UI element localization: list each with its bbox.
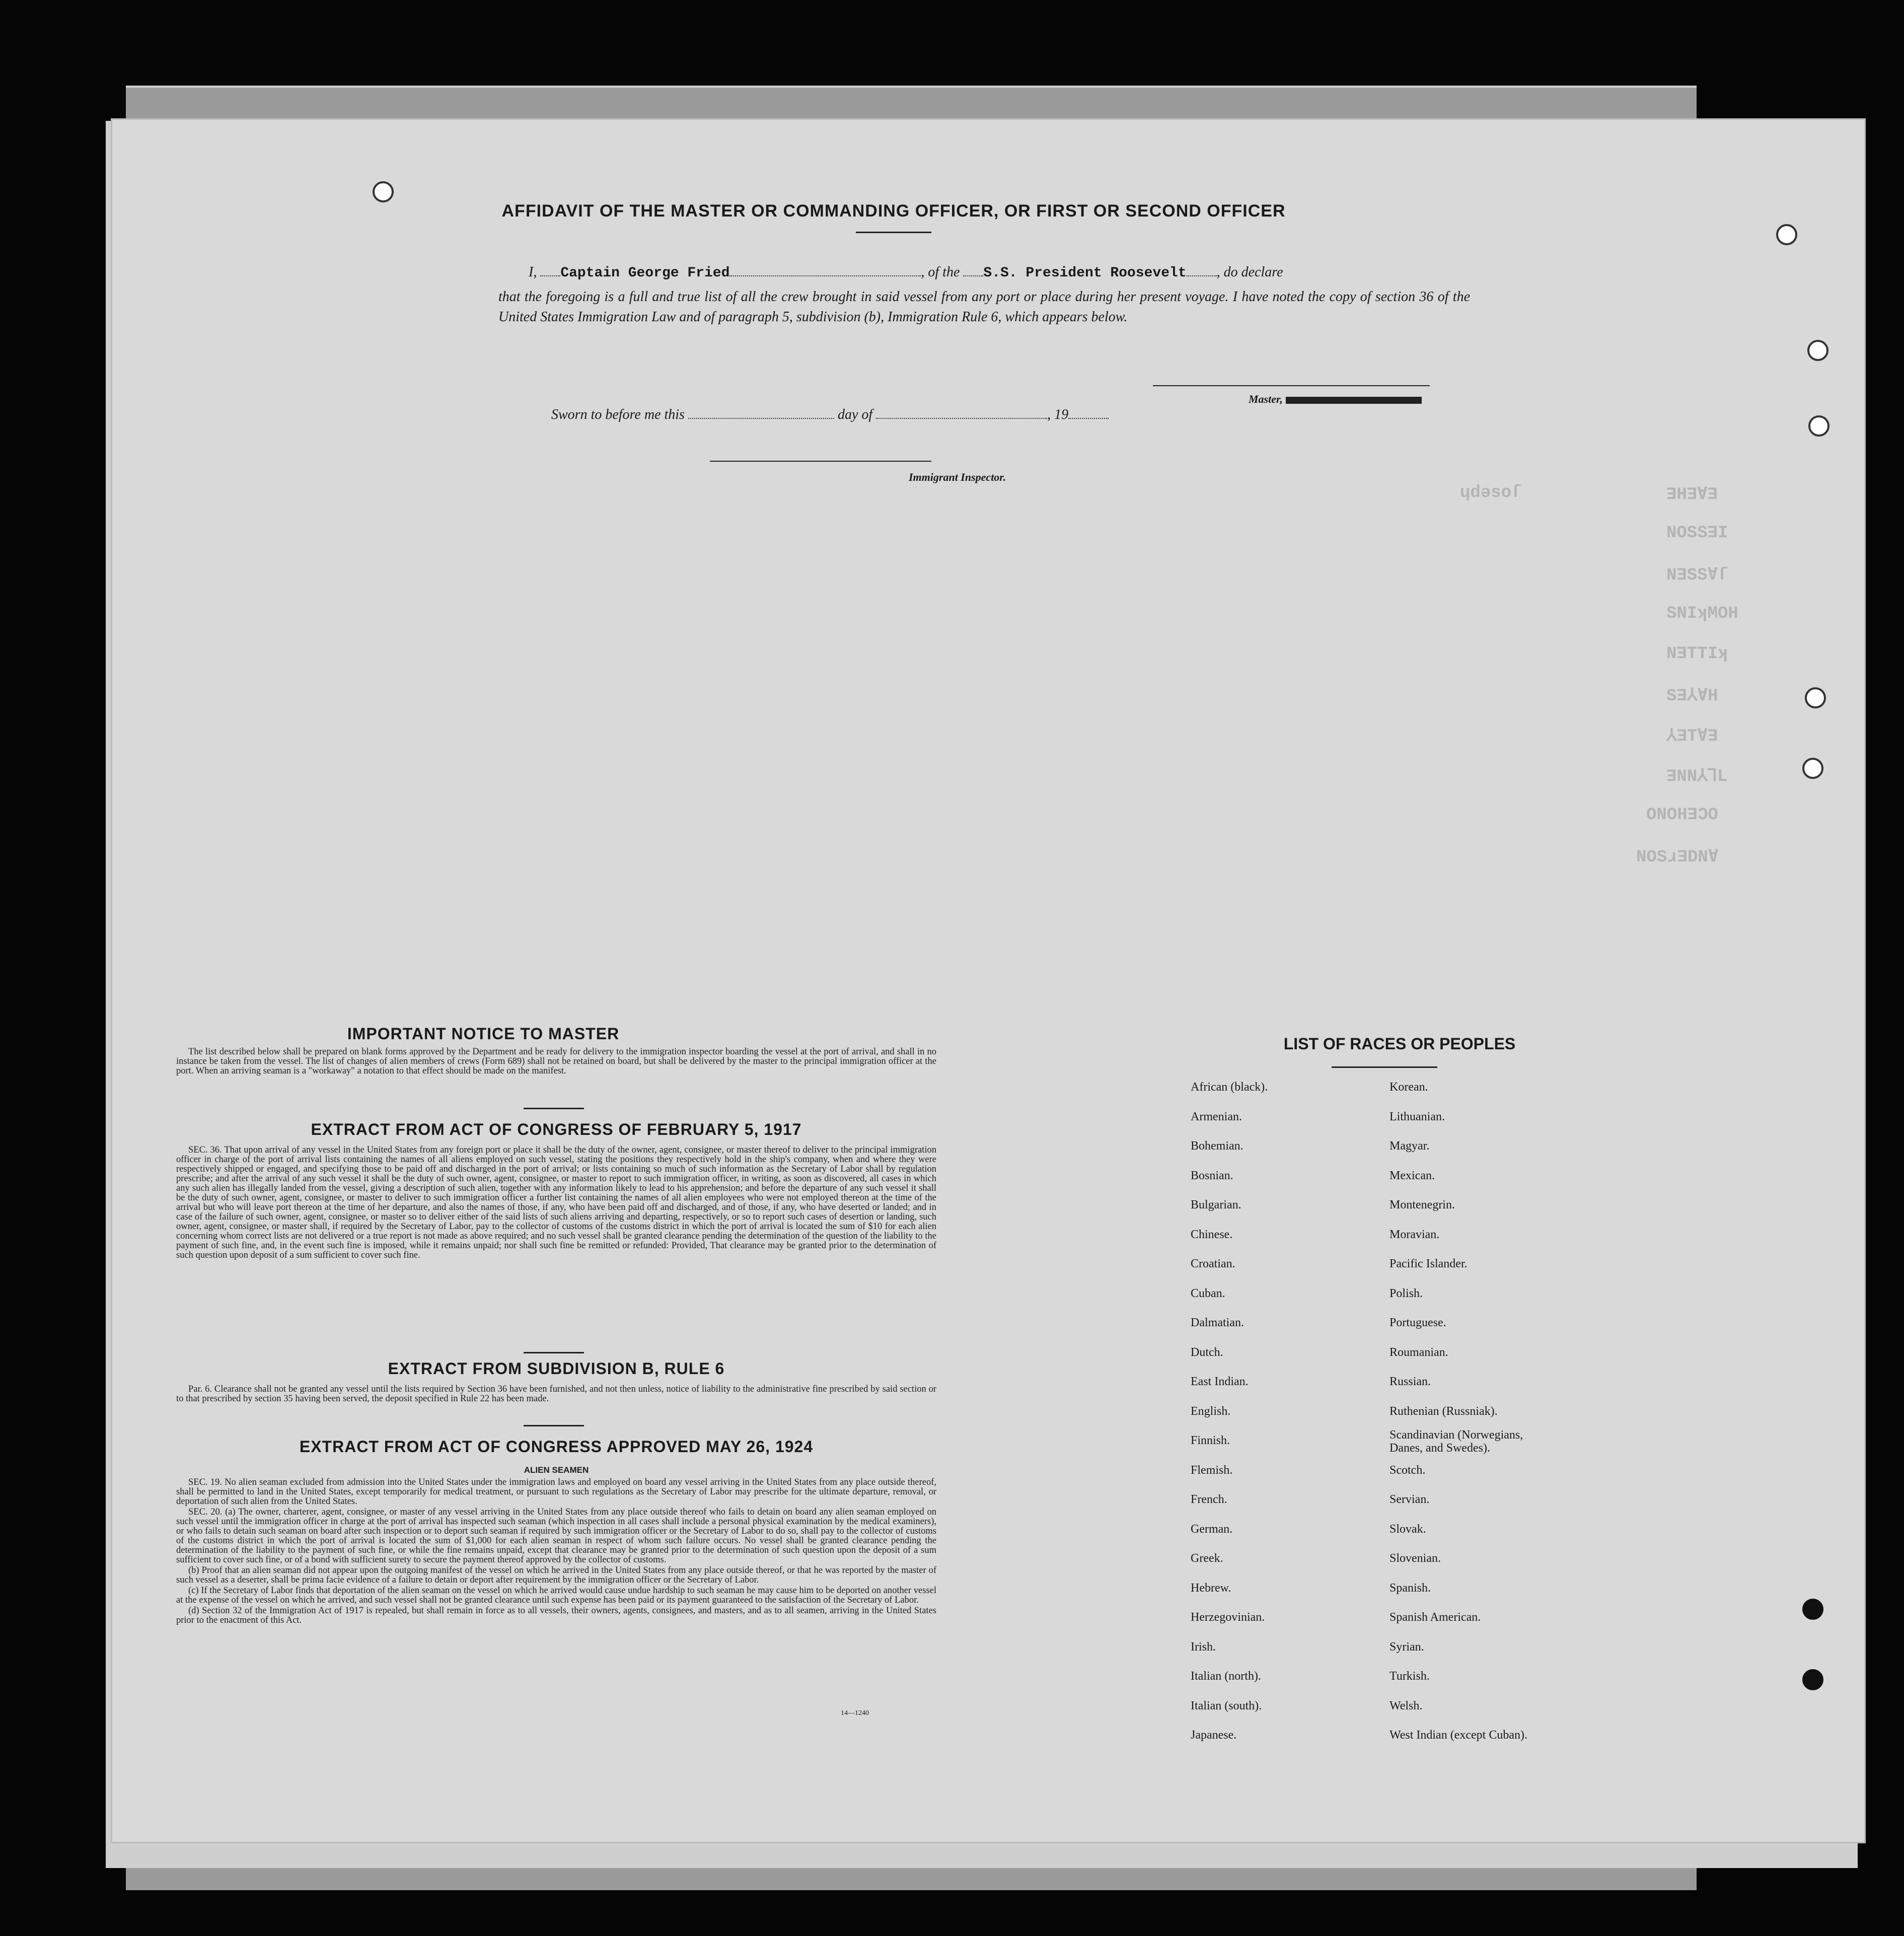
race-item: Dalmatian.: [1191, 1316, 1244, 1329]
punch-hole: [1802, 758, 1823, 779]
race-item: Montenegrin.: [1389, 1198, 1455, 1211]
race-item: African (black).: [1191, 1081, 1268, 1094]
extract-1917-text: SEC. 36. That upon arrival of any vessel in the United States from any foreign port or place it shall be the duty of the owner, agent, consignee, or master thereof to deliver to the principal immigration officer in charge of the port of arrival lists containing the names of all aliens employed on such vessel, stating the positions they respectively hold in the ship's company, when and where they were respectively shipped or engaged, and specifying those to be paid off and discharged in the port of arrival; or lists containing so much of such information as the Secretary of Labor shall by regulation prescribe; and after the arrival of any such vessel it shall be the duty of such owner, agent, consignee, or master to report to such immigration officer, in writing, as soon as discovered, all cases in which any such alien has illegally landed from the vessel, giving a description of such alien, together with any information likely to lead to his apprehension; and before the departure of any such vessel it shall be the duty of such owner, agent, consignee, or master to deliver to such immigration officer a further list containing the names of all alien employees who were not employed thereon at the time of the arrival but who will leave port thereon at the time of her departure, and also the names of those, if any, who have been paid off and discharged, and of those, if any, who have deserted or landed; and in case of the failure of such owner, agent, consignee, or master so to deliver either of the said lists of such aliens arriving and departing, respectively, or so to report such cases of desertion or landing, such owner, agent, consignee, or master shall, if required by the Secretary of Labor, pay to the collector of customs of the customs district in which the port of arrival is located the sum of $10 for each alien concerning whom correct lists are not delivered or a true report is not made as above required; and no such vessel shall be granted clearance pending the determination of the question of the liability to the payment of such fine, and, in the event such fine is imposed, while it remains unpaid; nor shall such fine be remitted or refunded: Provided, That clearance may be granted prior to the determination of such question upon deposit of a sum sufficient to cover such fine.: [176, 1145, 936, 1260]
race-item: English.: [1191, 1404, 1231, 1418]
notice-text: The list described below shall be prepared on blank forms approved by the Department and be ready for delivery to the immigration inspector boarding the vessel at the port of arrival, and shall in no instance be taken from the vessel. The list of changes of alien members of crews (Form 689) shall not be retained on board, but shall be delivered by the master to the principal immigration officer at the port. When an arriving seaman is a "workaway" a notation to that effect should be made on the manifest.: [176, 1047, 936, 1076]
inspector-signature-line: [710, 461, 931, 462]
race-item: Slovenian.: [1389, 1552, 1441, 1565]
race-item: Italian (south).: [1191, 1699, 1262, 1712]
punch-hole: [1776, 224, 1797, 245]
bleed-through: NƎTTIʞ: [1666, 644, 1728, 664]
race-item: Finnish.: [1191, 1434, 1230, 1447]
do-declare-label: , do declare: [1216, 264, 1283, 280]
race-item: German.: [1191, 1522, 1233, 1536]
sworn-label: Sworn to before me this: [551, 407, 685, 422]
title-rule: [856, 232, 931, 233]
race-item: Lithuanian.: [1389, 1110, 1445, 1123]
race-item: Turkish.: [1389, 1670, 1430, 1683]
i-label: I,: [529, 264, 537, 280]
races-rule: [1332, 1066, 1437, 1068]
year-label: , 19: [1047, 407, 1069, 422]
race-item: Polish.: [1389, 1286, 1423, 1300]
redaction-mark: [1286, 397, 1422, 404]
race-item: Moravian.: [1389, 1228, 1440, 1241]
race-item: French.: [1191, 1493, 1227, 1506]
race-item: Croatian.: [1191, 1257, 1235, 1270]
race-item: East Indian.: [1191, 1375, 1249, 1388]
section-rule: [524, 1352, 584, 1353]
alien-seamen-subtitle: ALIEN SEAMEN: [524, 1465, 589, 1475]
vessel-name: S.S. President Roosevelt: [983, 265, 1187, 281]
bleed-through: NƎSS∀ſ: [1666, 566, 1728, 585]
punch-hole: [373, 181, 394, 202]
race-item: Italian (north).: [1191, 1670, 1261, 1683]
races-title: LIST OF RACES OR PEOPLES: [1283, 1035, 1516, 1053]
declarant-name: Captain George Fried: [560, 265, 730, 281]
race-item: Slovak.: [1389, 1522, 1426, 1536]
race-item: Magyar.: [1389, 1139, 1430, 1153]
race-item: Bulgarian.: [1191, 1198, 1241, 1211]
race-item: Portuguese.: [1389, 1316, 1446, 1329]
race-item: Bosnian.: [1191, 1169, 1233, 1182]
sec-20a: SEC. 20. (a) The owner, charterer, agent, consignee, or master of any vessel arriving in the United States from any place outside thereof who fails to detain on board any alien seaman employed on such vessel until the immigration officer in charge at the port of arrival has inspected such seaman (which inspection in all cases shall include a personal physical examination by the medical examiners), or who fails to detain such seaman on board after such inspection or to deport such seaman if required by such immigration officer or the Secretary of Labor to do so, shall pay to the collector of customs of the customs district in which the port of arrival is located the sum of $1,000 for each alien seaman in respect of whom such failure occurs. No vessel shall be granted clearance pending the determination of the liability to the payment of such fine, or while the fine remains unpaid, except that clearance may be granted prior to the determination of such question upon the deposit of a sum sufficient to cover such fine, or of a bond with sufficient surety to secure the payment thereof approved by the collector of customs.: [176, 1507, 936, 1565]
race-item: Roumanian.: [1389, 1345, 1448, 1359]
punch-hole: [1802, 1599, 1823, 1620]
sec-20b: (b) Proof that an alien seaman did not appear upon the outgoing manifest of the vessel on which he arrived in the United States from any place outside thereof, or that he was reported by the master of such vessel as a deserter, shall be prima facie evidence of a failure to detain or deport after requirement by the immigration officer or the Secretary of Labor.: [176, 1565, 936, 1585]
race-item: Dutch.: [1191, 1345, 1223, 1359]
signature-line: [1153, 385, 1430, 386]
bleed-through: ɥdǝsoſ: [1460, 483, 1522, 503]
notice-title: IMPORTANT NOTICE TO MASTER: [347, 1025, 620, 1043]
extract-rule6-text: Par. 6. Clearance shall not be granted any vessel until the lists required by Section 36 have been furnished, and not then unless, notice of liability to the administrative fine prescribed by said section or to that prescribed by section 35 having been served, the deposit specified in Rule 22 has been made.: [176, 1384, 936, 1404]
punch-hole: [1802, 1669, 1823, 1690]
sec-19: SEC. 19. No alien seaman excluded from admission into the United States under the immigration laws and employed on board any vessel arriving in the United States from any place outside thereof, shall be permitted to land in the United States, except temporarily for medical treatment, or pursuant to such regulations as the Secretary of Labor may prescribe for the ultimate departure, removal, or deportation of such alien from the United States.: [176, 1477, 936, 1507]
race-item: Welsh.: [1389, 1699, 1423, 1712]
extract-1924-title: EXTRACT FROM ACT OF CONGRESS APPROVED MAY 26, 1924: [299, 1438, 814, 1456]
race-item: West Indian (except Cuban).: [1389, 1729, 1527, 1742]
bleed-through: NOSɹƎDNⱯ: [1636, 848, 1719, 867]
race-item: Armenian.: [1191, 1110, 1242, 1123]
declaration-line: [529, 264, 1475, 281]
race-item: Ruthenian (Russniak).: [1389, 1404, 1498, 1418]
race-item: Hebrew.: [1191, 1581, 1231, 1595]
race-item: Korean.: [1389, 1081, 1428, 1094]
race-item: Syrian.: [1389, 1640, 1424, 1654]
sworn-line: [551, 407, 1109, 423]
race-item: Chinese.: [1191, 1228, 1233, 1241]
race-item: Spanish.: [1389, 1581, 1431, 1595]
punch-hole: [1807, 340, 1828, 361]
section-rule: [524, 1108, 584, 1109]
bleed-through: NOSSƎI: [1666, 524, 1728, 543]
sec-20c: (c) If the Secretary of Labor finds that deportation of the alien seaman on the vessel on which he arrived would cause undue hardship to such seaman he may cause him to be deported on another vessel at the expense of the vessel on which he arrived, and such vessel shall not be granted clearance until such expense has been paid or its payment guaranteed to the satisfaction of the Secretary of Labor.: [176, 1586, 936, 1605]
bleed-through: ƎHƎ∀Ǝ: [1666, 485, 1718, 505]
form-number: 14—1240: [841, 1709, 869, 1717]
extract-1924-text: [176, 1478, 936, 1626]
race-item: Japanese.: [1191, 1729, 1237, 1742]
bleed-through: ONOHƎƆO: [1646, 806, 1718, 825]
of-the-label: , of the: [921, 264, 960, 280]
race-item: Flemish.: [1191, 1463, 1233, 1477]
sec-20d: (d) Section 32 of the Immigration Act of 1917 is repealed, but shall remain in force as to all vessels, their owners, agents, consignees, and masters, and as to all seamen, arriving in the United States prior to the enactment of this Act.: [176, 1606, 936, 1625]
extract-rule6-title: EXTRACT FROM SUBDIVISION B, RULE 6: [388, 1359, 725, 1378]
punch-hole: [1805, 687, 1826, 708]
race-item: Servian.: [1389, 1493, 1430, 1506]
race-item: Pacific Islander.: [1389, 1257, 1468, 1270]
bleed-through: ƎNN⅄ꞀL: [1666, 767, 1728, 786]
race-item: Mexican.: [1389, 1169, 1435, 1182]
race-item: Russian.: [1389, 1375, 1431, 1388]
bleed-through: SƎ⅄∀H: [1666, 687, 1718, 706]
affidavit-title: AFFIDAVIT OF THE MASTER OR COMMANDING OFFICER, OR FIRST OR SECOND OFFICER: [501, 201, 1286, 221]
extract-1917-title: EXTRACT FROM ACT OF CONGRESS OF FEBRUARY 5, 1917: [311, 1120, 802, 1138]
race-item: Greek.: [1191, 1552, 1223, 1565]
inspector-label: Immigrant Inspector.: [909, 471, 1006, 483]
race-item: Scotch.: [1389, 1463, 1426, 1477]
race-item: Scandinavian (Norwegians, Danes, and Swedes).: [1389, 1428, 1523, 1455]
bleed-through: SNIʞMOH: [1666, 604, 1738, 623]
race-item: Bohemian.: [1191, 1139, 1243, 1153]
race-item: Spanish American.: [1389, 1611, 1481, 1624]
race-item: Herzegovinian.: [1191, 1611, 1265, 1624]
master-label: Master,: [1249, 393, 1422, 406]
affidavit-body: that the foregoing is a full and true list of all the crew brought in said vessel from any port or place during her present voyage. I have noted the copy of section 36 of the United States Immigration Law and of paragraph 5, subdivision (b), Immigration Rule 6, which appears below.: [498, 289, 1470, 325]
day-of-label: day of: [837, 407, 873, 422]
bleed-through: ⅄ƎT∀Ǝ: [1666, 727, 1718, 746]
race-item: Cuban.: [1191, 1286, 1225, 1300]
punch-hole: [1808, 415, 1829, 437]
race-item: Irish.: [1191, 1640, 1216, 1654]
section-rule: [524, 1425, 584, 1426]
